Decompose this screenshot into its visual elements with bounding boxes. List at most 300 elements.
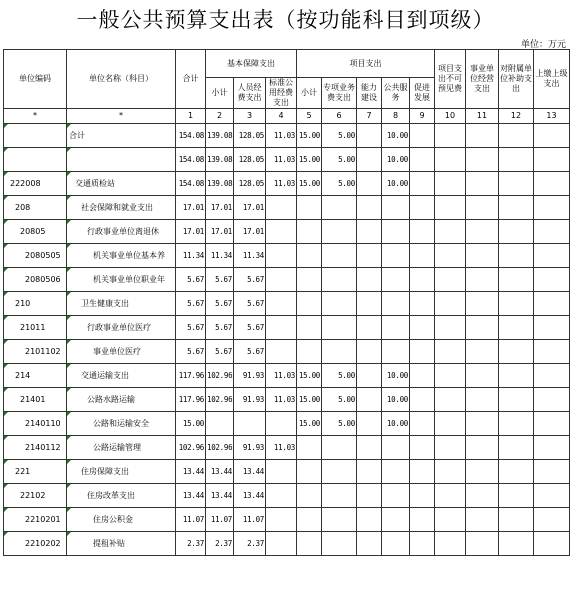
cell-value[interactable] bbox=[266, 220, 297, 244]
cell-unit-code[interactable] bbox=[4, 148, 67, 172]
cell-value[interactable] bbox=[499, 268, 534, 292]
cell-unit-name[interactable]: 事业单位医疗 bbox=[67, 340, 176, 364]
cell-value[interactable] bbox=[266, 268, 297, 292]
cell-value[interactable] bbox=[382, 508, 410, 532]
cell-value[interactable] bbox=[297, 292, 322, 316]
cell-value[interactable] bbox=[410, 388, 435, 412]
cell-value[interactable] bbox=[534, 196, 570, 220]
index-cell[interactable]: 2 bbox=[206, 109, 234, 124]
cell-value[interactable] bbox=[322, 508, 357, 532]
cell-value[interactable] bbox=[466, 316, 499, 340]
cell-value[interactable] bbox=[266, 196, 297, 220]
cell-value[interactable]: 11.03 bbox=[266, 364, 297, 388]
header-project-subtotal[interactable]: 小计 bbox=[297, 78, 322, 109]
cell-value[interactable] bbox=[435, 316, 466, 340]
cell-value[interactable] bbox=[322, 196, 357, 220]
cell-value[interactable]: 5.67 bbox=[176, 268, 206, 292]
header-total[interactable]: 合计 bbox=[176, 50, 206, 109]
cell-value[interactable]: 5.00 bbox=[322, 388, 357, 412]
cell-unit-name[interactable]: 机关事业单位职业年 bbox=[67, 268, 176, 292]
cell-value[interactable]: 10.00 bbox=[382, 364, 410, 388]
cell-value[interactable] bbox=[297, 268, 322, 292]
cell-value[interactable] bbox=[297, 484, 322, 508]
cell-value[interactable] bbox=[357, 244, 382, 268]
cell-value[interactable]: 102.96 bbox=[206, 364, 234, 388]
cell-value[interactable] bbox=[410, 460, 435, 484]
cell-value[interactable] bbox=[410, 268, 435, 292]
cell-value[interactable] bbox=[410, 436, 435, 460]
cell-value[interactable]: 11.03 bbox=[266, 436, 297, 460]
cell-value[interactable]: 17.01 bbox=[176, 220, 206, 244]
cell-unit-name[interactable]: 公路运输管理 bbox=[67, 436, 176, 460]
header-project-development[interactable]: 促进发展 bbox=[410, 78, 435, 109]
cell-value[interactable]: 17.01 bbox=[234, 196, 266, 220]
cell-value[interactable] bbox=[382, 244, 410, 268]
cell-value[interactable]: 15.00 bbox=[297, 412, 322, 436]
cell-unit-code[interactable]: 210 bbox=[4, 292, 67, 316]
cell-value[interactable] bbox=[499, 436, 534, 460]
cell-value[interactable] bbox=[534, 340, 570, 364]
cell-value[interactable]: 154.08 bbox=[176, 172, 206, 196]
cell-value[interactable] bbox=[499, 316, 534, 340]
cell-unit-code[interactable]: 208 bbox=[4, 196, 67, 220]
cell-value[interactable] bbox=[466, 196, 499, 220]
cell-unit-name[interactable]: 公路水路运输 bbox=[67, 388, 176, 412]
cell-value[interactable] bbox=[410, 244, 435, 268]
cell-value[interactable] bbox=[466, 460, 499, 484]
cell-value[interactable] bbox=[435, 460, 466, 484]
cell-value[interactable] bbox=[466, 172, 499, 196]
cell-unit-name[interactable]: 住房保障支出 bbox=[67, 460, 176, 484]
cell-unit-name[interactable] bbox=[67, 148, 176, 172]
cell-value[interactable] bbox=[466, 292, 499, 316]
cell-value[interactable] bbox=[297, 244, 322, 268]
cell-unit-name[interactable]: 行政事业单位离退休 bbox=[67, 220, 176, 244]
cell-unit-code[interactable]: 2101102 bbox=[4, 340, 67, 364]
header-basic-subtotal[interactable]: 小计 bbox=[206, 78, 234, 109]
cell-value[interactable]: 2.37 bbox=[176, 532, 206, 556]
cell-value[interactable] bbox=[382, 436, 410, 460]
cell-value[interactable]: 5.00 bbox=[322, 364, 357, 388]
cell-value[interactable] bbox=[466, 124, 499, 148]
cell-value[interactable] bbox=[466, 436, 499, 460]
cell-value[interactable] bbox=[357, 292, 382, 316]
cell-value[interactable]: 11.03 bbox=[266, 148, 297, 172]
cell-value[interactable] bbox=[435, 244, 466, 268]
cell-value[interactable]: 154.08 bbox=[176, 148, 206, 172]
cell-value[interactable]: 11.07 bbox=[176, 508, 206, 532]
cell-value[interactable] bbox=[357, 268, 382, 292]
cell-value[interactable]: 128.05 bbox=[234, 172, 266, 196]
cell-value[interactable] bbox=[266, 316, 297, 340]
cell-value[interactable]: 5.67 bbox=[206, 268, 234, 292]
cell-unit-name[interactable]: 公路和运输安全 bbox=[67, 412, 176, 436]
cell-value[interactable] bbox=[435, 172, 466, 196]
cell-unit-code[interactable]: 2140110 bbox=[4, 412, 67, 436]
cell-value[interactable]: 15.00 bbox=[297, 148, 322, 172]
header-basic-public[interactable]: 标准公用经费支出 bbox=[266, 78, 297, 109]
cell-value[interactable]: 5.67 bbox=[176, 292, 206, 316]
cell-value[interactable]: 91.93 bbox=[234, 364, 266, 388]
cell-value[interactable] bbox=[435, 508, 466, 532]
cell-value[interactable] bbox=[534, 508, 570, 532]
cell-value[interactable] bbox=[357, 124, 382, 148]
cell-value[interactable] bbox=[499, 388, 534, 412]
cell-value[interactable]: 10.00 bbox=[382, 124, 410, 148]
cell-unit-code[interactable]: 21011 bbox=[4, 316, 67, 340]
cell-value[interactable]: 5.67 bbox=[206, 316, 234, 340]
cell-value[interactable] bbox=[382, 484, 410, 508]
cell-value[interactable] bbox=[410, 316, 435, 340]
header-basic-personnel[interactable]: 人员经费支出 bbox=[234, 78, 266, 109]
cell-value[interactable]: 5.67 bbox=[176, 316, 206, 340]
cell-value[interactable] bbox=[534, 388, 570, 412]
cell-value[interactable]: 139.08 bbox=[206, 124, 234, 148]
index-cell[interactable]: 7 bbox=[357, 109, 382, 124]
cell-value[interactable] bbox=[466, 220, 499, 244]
cell-value[interactable]: 117.96 bbox=[176, 388, 206, 412]
cell-value[interactable]: 5.00 bbox=[322, 412, 357, 436]
cell-value[interactable]: 5.67 bbox=[206, 292, 234, 316]
cell-value[interactable] bbox=[499, 340, 534, 364]
index-cell[interactable]: 13 bbox=[534, 109, 570, 124]
cell-value[interactable]: 2.37 bbox=[206, 532, 234, 556]
cell-value[interactable] bbox=[357, 172, 382, 196]
cell-value[interactable]: 5.00 bbox=[322, 172, 357, 196]
cell-value[interactable] bbox=[534, 244, 570, 268]
cell-value[interactable] bbox=[266, 460, 297, 484]
cell-value[interactable]: 11.03 bbox=[266, 388, 297, 412]
cell-value[interactable]: 5.67 bbox=[234, 340, 266, 364]
cell-value[interactable]: 117.96 bbox=[176, 364, 206, 388]
cell-value[interactable]: 5.00 bbox=[322, 148, 357, 172]
cell-value[interactable] bbox=[234, 412, 266, 436]
cell-value[interactable]: 10.00 bbox=[382, 148, 410, 172]
cell-value[interactable] bbox=[322, 316, 357, 340]
cell-value[interactable]: 15.00 bbox=[176, 412, 206, 436]
cell-value[interactable] bbox=[382, 340, 410, 364]
cell-value[interactable] bbox=[499, 124, 534, 148]
cell-value[interactable] bbox=[534, 268, 570, 292]
cell-value[interactable]: 128.05 bbox=[234, 148, 266, 172]
header-basic[interactable]: 基本保障支出 bbox=[206, 50, 297, 78]
cell-value[interactable] bbox=[357, 340, 382, 364]
cell-value[interactable] bbox=[357, 316, 382, 340]
cell-value[interactable] bbox=[382, 196, 410, 220]
cell-value[interactable] bbox=[435, 388, 466, 412]
cell-value[interactable] bbox=[357, 436, 382, 460]
cell-value[interactable]: 5.67 bbox=[234, 292, 266, 316]
cell-value[interactable] bbox=[297, 532, 322, 556]
cell-value[interactable] bbox=[534, 172, 570, 196]
cell-value[interactable] bbox=[410, 484, 435, 508]
cell-value[interactable]: 13.44 bbox=[206, 484, 234, 508]
cell-value[interactable] bbox=[534, 484, 570, 508]
cell-value[interactable] bbox=[357, 460, 382, 484]
cell-value[interactable] bbox=[266, 412, 297, 436]
cell-value[interactable] bbox=[357, 220, 382, 244]
cell-value[interactable] bbox=[382, 460, 410, 484]
cell-value[interactable] bbox=[534, 412, 570, 436]
cell-value[interactable] bbox=[382, 316, 410, 340]
cell-value[interactable]: 102.96 bbox=[206, 388, 234, 412]
cell-unit-code[interactable]: 2210201 bbox=[4, 508, 67, 532]
cell-value[interactable] bbox=[357, 388, 382, 412]
cell-value[interactable]: 139.08 bbox=[206, 172, 234, 196]
cell-value[interactable] bbox=[322, 436, 357, 460]
cell-value[interactable] bbox=[297, 220, 322, 244]
cell-value[interactable]: 13.44 bbox=[176, 460, 206, 484]
index-cell[interactable]: * bbox=[67, 109, 176, 124]
cell-value[interactable] bbox=[382, 532, 410, 556]
cell-value[interactable] bbox=[410, 412, 435, 436]
cell-value[interactable]: 10.00 bbox=[382, 172, 410, 196]
cell-value[interactable] bbox=[466, 532, 499, 556]
cell-value[interactable] bbox=[499, 244, 534, 268]
cell-value[interactable] bbox=[435, 124, 466, 148]
cell-value[interactable]: 91.93 bbox=[234, 436, 266, 460]
cell-value[interactable] bbox=[435, 412, 466, 436]
cell-value[interactable] bbox=[435, 292, 466, 316]
cell-value[interactable]: 17.01 bbox=[206, 196, 234, 220]
index-cell[interactable]: 3 bbox=[234, 109, 266, 124]
cell-unit-code[interactable]: 21401 bbox=[4, 388, 67, 412]
index-cell[interactable]: 12 bbox=[499, 109, 534, 124]
cell-value[interactable] bbox=[499, 220, 534, 244]
cell-unit-code[interactable]: 2140112 bbox=[4, 436, 67, 460]
index-cell[interactable]: * bbox=[4, 109, 67, 124]
header-enterprise[interactable]: 事业单位经营支出 bbox=[466, 50, 499, 109]
header-upper[interactable]: 上缴上级支出 bbox=[534, 50, 570, 109]
cell-unit-name[interactable]: 卫生健康支出 bbox=[67, 292, 176, 316]
cell-value[interactable] bbox=[410, 196, 435, 220]
cell-value[interactable]: 10.00 bbox=[382, 388, 410, 412]
cell-value[interactable] bbox=[410, 340, 435, 364]
index-cell[interactable]: 4 bbox=[266, 109, 297, 124]
cell-value[interactable] bbox=[297, 340, 322, 364]
cell-unit-name[interactable]: 社会保障和就业支出 bbox=[67, 196, 176, 220]
cell-value[interactable] bbox=[322, 484, 357, 508]
cell-unit-name[interactable]: 交通质检站 bbox=[67, 172, 176, 196]
cell-value[interactable] bbox=[410, 220, 435, 244]
cell-value[interactable] bbox=[466, 388, 499, 412]
cell-value[interactable] bbox=[466, 268, 499, 292]
cell-value[interactable] bbox=[499, 508, 534, 532]
cell-value[interactable] bbox=[266, 292, 297, 316]
cell-unit-code[interactable] bbox=[4, 124, 67, 148]
cell-value[interactable] bbox=[435, 484, 466, 508]
cell-value[interactable]: 102.96 bbox=[176, 436, 206, 460]
cell-unit-name[interactable]: 行政事业单位医疗 bbox=[67, 316, 176, 340]
cell-value[interactable] bbox=[466, 148, 499, 172]
cell-value[interactable] bbox=[297, 460, 322, 484]
header-unit-code[interactable]: 单位编码 bbox=[4, 50, 67, 109]
cell-value[interactable]: 17.01 bbox=[234, 220, 266, 244]
cell-value[interactable]: 13.44 bbox=[176, 484, 206, 508]
cell-value[interactable] bbox=[534, 292, 570, 316]
cell-value[interactable]: 15.00 bbox=[297, 388, 322, 412]
cell-value[interactable] bbox=[266, 484, 297, 508]
cell-unit-code[interactable]: 2080506 bbox=[4, 268, 67, 292]
cell-value[interactable]: 11.34 bbox=[234, 244, 266, 268]
cell-value[interactable]: 5.67 bbox=[176, 340, 206, 364]
cell-value[interactable] bbox=[322, 532, 357, 556]
cell-value[interactable] bbox=[534, 460, 570, 484]
cell-value[interactable] bbox=[534, 532, 570, 556]
cell-unit-name[interactable]: 提租补贴 bbox=[67, 532, 176, 556]
cell-value[interactable] bbox=[410, 124, 435, 148]
cell-value[interactable]: 17.01 bbox=[206, 220, 234, 244]
cell-value[interactable] bbox=[410, 148, 435, 172]
cell-value[interactable] bbox=[435, 532, 466, 556]
cell-value[interactable] bbox=[466, 364, 499, 388]
header-subsidy[interactable]: 对附属单位补助支出 bbox=[499, 50, 534, 109]
cell-value[interactable]: 13.44 bbox=[234, 484, 266, 508]
cell-unit-name[interactable]: 交通运输支出 bbox=[67, 364, 176, 388]
index-cell[interactable]: 8 bbox=[382, 109, 410, 124]
cell-unit-code[interactable]: 222008 bbox=[4, 172, 67, 196]
header-unpredictable[interactable]: 项目支出不可预见费 bbox=[435, 50, 466, 109]
cell-value[interactable] bbox=[534, 316, 570, 340]
cell-value[interactable] bbox=[382, 292, 410, 316]
cell-unit-code[interactable]: 2080505 bbox=[4, 244, 67, 268]
cell-value[interactable] bbox=[534, 148, 570, 172]
cell-value[interactable]: 10.00 bbox=[382, 412, 410, 436]
cell-value[interactable] bbox=[266, 532, 297, 556]
cell-value[interactable] bbox=[357, 532, 382, 556]
cell-value[interactable] bbox=[534, 220, 570, 244]
cell-value[interactable]: 15.00 bbox=[297, 124, 322, 148]
cell-value[interactable] bbox=[499, 484, 534, 508]
cell-value[interactable]: 102.96 bbox=[206, 436, 234, 460]
cell-value[interactable] bbox=[466, 484, 499, 508]
header-project-special[interactable]: 专项业务费支出 bbox=[322, 78, 357, 109]
cell-value[interactable] bbox=[435, 436, 466, 460]
cell-value[interactable]: 5.67 bbox=[234, 268, 266, 292]
cell-value[interactable] bbox=[297, 508, 322, 532]
cell-value[interactable] bbox=[382, 268, 410, 292]
cell-value[interactable] bbox=[297, 316, 322, 340]
cell-value[interactable] bbox=[466, 340, 499, 364]
header-project-capacity[interactable]: 能力建设 bbox=[357, 78, 382, 109]
cell-value[interactable] bbox=[382, 220, 410, 244]
cell-value[interactable] bbox=[357, 508, 382, 532]
cell-value[interactable] bbox=[435, 196, 466, 220]
cell-value[interactable]: 91.93 bbox=[234, 388, 266, 412]
index-cell[interactable]: 10 bbox=[435, 109, 466, 124]
cell-value[interactable] bbox=[322, 340, 357, 364]
cell-unit-code[interactable]: 2210202 bbox=[4, 532, 67, 556]
cell-value[interactable]: 13.44 bbox=[234, 460, 266, 484]
cell-value[interactable]: 11.03 bbox=[266, 124, 297, 148]
cell-unit-name[interactable]: 住房改革支出 bbox=[67, 484, 176, 508]
cell-value[interactable] bbox=[410, 172, 435, 196]
cell-value[interactable] bbox=[435, 268, 466, 292]
index-cell[interactable]: 5 bbox=[297, 109, 322, 124]
cell-value[interactable] bbox=[322, 244, 357, 268]
cell-value[interactable]: 15.00 bbox=[297, 364, 322, 388]
cell-value[interactable] bbox=[435, 364, 466, 388]
cell-value[interactable] bbox=[322, 292, 357, 316]
cell-value[interactable]: 139.08 bbox=[206, 148, 234, 172]
cell-value[interactable]: 11.07 bbox=[206, 508, 234, 532]
cell-value[interactable]: 154.08 bbox=[176, 124, 206, 148]
cell-value[interactable] bbox=[410, 508, 435, 532]
cell-value[interactable] bbox=[466, 244, 499, 268]
cell-value[interactable] bbox=[499, 412, 534, 436]
cell-value[interactable] bbox=[357, 148, 382, 172]
cell-unit-code[interactable]: 214 bbox=[4, 364, 67, 388]
cell-value[interactable]: 5.67 bbox=[206, 340, 234, 364]
cell-value[interactable] bbox=[357, 412, 382, 436]
cell-value[interactable] bbox=[499, 172, 534, 196]
cell-value[interactable]: 15.00 bbox=[297, 172, 322, 196]
cell-value[interactable]: 11.03 bbox=[266, 172, 297, 196]
cell-value[interactable] bbox=[357, 364, 382, 388]
cell-value[interactable]: 17.01 bbox=[176, 196, 206, 220]
cell-value[interactable] bbox=[435, 220, 466, 244]
cell-value[interactable] bbox=[357, 196, 382, 220]
cell-value[interactable] bbox=[499, 196, 534, 220]
cell-value[interactable] bbox=[466, 508, 499, 532]
cell-value[interactable] bbox=[499, 292, 534, 316]
cell-value[interactable]: 2.37 bbox=[234, 532, 266, 556]
cell-value[interactable] bbox=[206, 412, 234, 436]
index-cell[interactable]: 6 bbox=[322, 109, 357, 124]
cell-value[interactable] bbox=[322, 268, 357, 292]
cell-value[interactable] bbox=[297, 196, 322, 220]
index-cell[interactable]: 9 bbox=[410, 109, 435, 124]
cell-value[interactable] bbox=[322, 220, 357, 244]
cell-value[interactable] bbox=[410, 364, 435, 388]
cell-value[interactable] bbox=[499, 532, 534, 556]
cell-value[interactable]: 5.00 bbox=[322, 124, 357, 148]
cell-value[interactable] bbox=[534, 436, 570, 460]
cell-value[interactable] bbox=[266, 340, 297, 364]
cell-value[interactable] bbox=[297, 436, 322, 460]
index-cell[interactable]: 11 bbox=[466, 109, 499, 124]
cell-value[interactable] bbox=[499, 364, 534, 388]
cell-value[interactable]: 13.44 bbox=[206, 460, 234, 484]
cell-value[interactable] bbox=[435, 148, 466, 172]
cell-value[interactable] bbox=[534, 364, 570, 388]
cell-value[interactable] bbox=[499, 148, 534, 172]
cell-value[interactable] bbox=[266, 244, 297, 268]
cell-value[interactable]: 5.67 bbox=[234, 316, 266, 340]
cell-value[interactable]: 11.34 bbox=[176, 244, 206, 268]
cell-unit-code[interactable]: 22102 bbox=[4, 484, 67, 508]
cell-unit-name[interactable]: 机关事业单位基本养 bbox=[67, 244, 176, 268]
cell-value[interactable] bbox=[357, 484, 382, 508]
index-cell[interactable]: 1 bbox=[176, 109, 206, 124]
cell-value[interactable] bbox=[435, 340, 466, 364]
cell-value[interactable]: 128.05 bbox=[234, 124, 266, 148]
cell-value[interactable]: 11.07 bbox=[234, 508, 266, 532]
cell-value[interactable] bbox=[322, 460, 357, 484]
cell-value[interactable] bbox=[266, 508, 297, 532]
header-unit-name[interactable]: 单位名称（科目） bbox=[67, 50, 176, 109]
cell-unit-code[interactable]: 20805 bbox=[4, 220, 67, 244]
cell-value[interactable] bbox=[410, 292, 435, 316]
header-project[interactable]: 项目支出 bbox=[297, 50, 435, 78]
cell-value[interactable] bbox=[534, 124, 570, 148]
cell-value[interactable] bbox=[466, 412, 499, 436]
cell-value[interactable]: 11.34 bbox=[206, 244, 234, 268]
header-project-service[interactable]: 公共服务 bbox=[382, 78, 410, 109]
cell-value[interactable] bbox=[499, 460, 534, 484]
cell-value[interactable] bbox=[410, 532, 435, 556]
cell-unit-code[interactable]: 221 bbox=[4, 460, 67, 484]
